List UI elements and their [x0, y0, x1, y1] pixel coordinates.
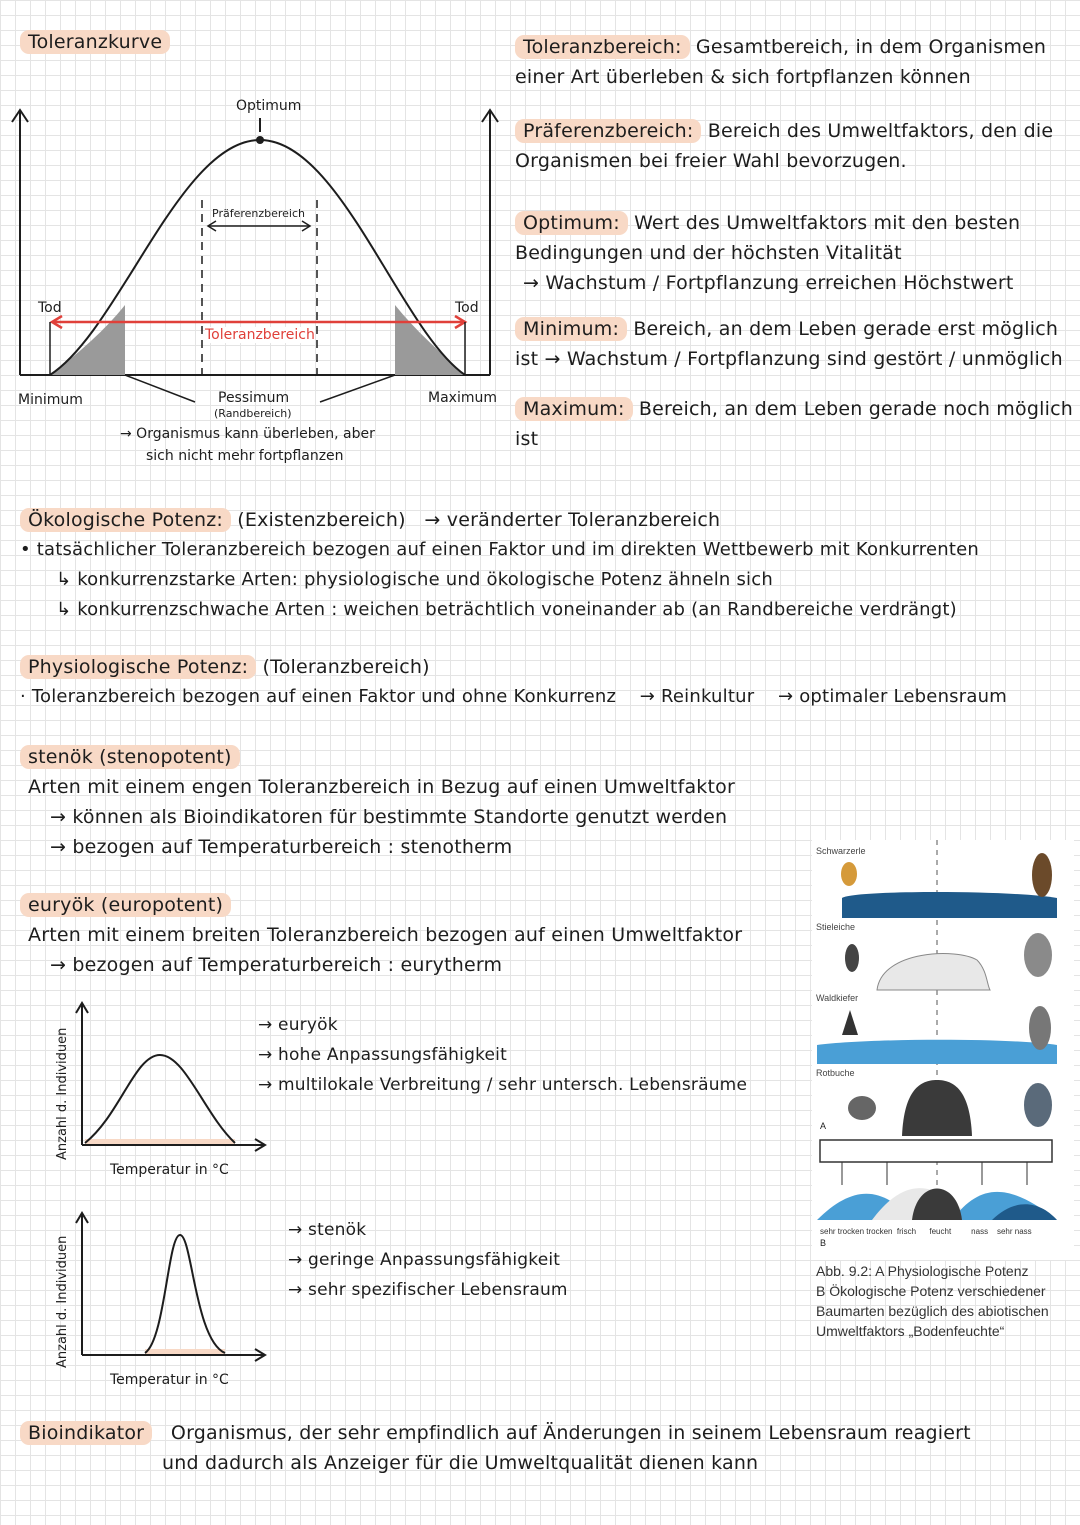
steno-notes: [288, 1215, 568, 1305]
steno-note-2: → geringe Anpassungsfähigkeit: [288, 1250, 561, 1270]
stieleiche-leaf-icon: [845, 944, 859, 972]
label-toleranzbereich: Toleranzbereich: [205, 327, 315, 343]
label-pessimum-sub: (Randbereich): [214, 407, 292, 420]
eury-note-3: → multilokale Verbreitung / sehr untersch. Lebensräume: [258, 1075, 748, 1095]
section-physiologische-potenz: [20, 652, 1075, 712]
def-optimum-2: Bedingungen und der höchsten Vitalität: [515, 242, 902, 264]
tree-label-waldkiefer: Waldkiefer: [816, 993, 859, 1003]
figure-b-box: [820, 1140, 1052, 1162]
physiologische-note-1: → Reinkultur: [639, 686, 755, 707]
rotbuche-tree-icon: [1024, 1083, 1052, 1127]
physiologische-paren: (Toleranzbereich): [262, 656, 430, 678]
figure-bodenfeuchte: [812, 840, 1074, 1260]
figure-caption-1: Abb. 9.2: A Physiologische Potenz: [816, 1263, 1029, 1279]
def-maximum-1: Bereich, an dem Leben gerade noch möglich: [638, 398, 1073, 420]
euryoek-line-2: → bezogen auf Temperaturbereich : eurytherm: [50, 954, 503, 976]
oekologische-line-1: • tatsächlicher Toleranzbereich bezogen auf einen Faktor und im direkten Wettbewerb mit Konkurrenten: [20, 539, 979, 560]
physiologische-line-1: · Toleranzbereich bezogen auf einen Faktor und ohne Konkurrenz: [20, 686, 617, 707]
oekologische-arrow-note: → veränderter Toleranzbereich: [424, 509, 721, 531]
bioindikator-line-1: Organismus, der sehr empfindlich auf Änderungen in seinem Lebensraum reagiert: [170, 1422, 971, 1444]
stenoek-line-3: → bezogen auf Temperaturbereich : stenotherm: [50, 836, 513, 858]
tree-label-schwarzerle: Schwarzerle: [816, 846, 866, 856]
steno-note-3: → sehr spezifischer Lebensraum: [288, 1280, 568, 1300]
graph-stenotherm: [60, 1205, 280, 1375]
figure-caption: [816, 1261, 1076, 1341]
bioindikator-line-2: und dadurch als Anzeiger für die Umweltqualität dienen kann: [162, 1452, 759, 1474]
label-tod-right: Tod: [455, 300, 479, 316]
eurytherm-curve: [85, 1055, 235, 1143]
term-optimum: Optimum:: [515, 211, 628, 235]
schwarzerle-leaf-icon: [841, 862, 857, 886]
term-oekologische-potenz: Ökologische Potenz:: [20, 508, 231, 532]
def-toleranzbereich-2: einer Art überleben & sich fortpflanzen können: [515, 66, 971, 88]
label-optimum: Optimum: [236, 98, 302, 114]
term-euryoek: euryök (europotent): [20, 893, 231, 917]
label-minimum: Minimum: [18, 392, 83, 408]
def-praeferenzbereich-2: Organismen bei freier Wahl bevorzugen.: [515, 150, 907, 172]
stenoek-line-2: → können als Bioindikatoren für bestimmte Standorte genutzt werden: [50, 806, 728, 828]
steno-xlabel: Temperatur in °C: [110, 1372, 229, 1388]
euryoek-line-1: Arten mit einem breiten Toleranzbereich bezogen auf einen Umweltfaktor: [28, 924, 743, 946]
def-praeferenzbereich-1: Bereich des Umweltfaktors, den die: [707, 120, 1054, 142]
eury-notes: [258, 1010, 747, 1100]
eury-note-2: → hohe Anpassungsfähigkeit: [258, 1045, 507, 1065]
steno-note-1: → stenök: [288, 1220, 367, 1240]
def-minimum-2: ist → Wachstum / Fortpflanzung sind gestört / unmöglich: [515, 348, 1063, 370]
rotbuche-leaf-icon: [848, 1096, 876, 1120]
figure-caption-3: Baumarten bezüglich des abiotischen: [816, 1303, 1049, 1319]
pessimum-note-1: → Organismus kann überleben, aber: [120, 426, 375, 442]
stenotherm-curve: [145, 1235, 225, 1353]
tree-label-stieleiche: Stieleiche: [816, 922, 856, 932]
eury-note-1: → euryök: [258, 1015, 338, 1035]
def-optimum-3: → Wachstum / Fortpflanzung erreichen Höchstwert: [523, 272, 1014, 294]
optimum-point: [256, 136, 264, 144]
def-optimum-1: Wert des Umweltfaktors mit den besten: [634, 212, 1021, 234]
label-pessimum: Pessimum: [218, 390, 290, 406]
section-oekologische-potenz: [20, 505, 1075, 625]
pessimum-note-2: sich nicht mehr fortpflanzen: [146, 448, 344, 464]
figure-label-b: B: [820, 1238, 827, 1248]
section-title-toleranzkurve: Toleranzkurve: [20, 30, 170, 54]
term-toleranzbereich: Toleranzbereich:: [515, 35, 690, 59]
section-bioindikator: [20, 1418, 1075, 1478]
figure-caption-2: B Ökologische Potenz verschiedener: [816, 1283, 1046, 1299]
waldkiefer-band: [817, 1040, 1057, 1064]
term-praeferenzbereich: Präferenzbereich:: [515, 119, 701, 143]
section-euryoek: [20, 890, 820, 980]
schwarzerle-tree-icon: [1032, 853, 1052, 897]
figure-label-a: A: [820, 1121, 827, 1131]
def-minimum-1: Bereich, an dem Leben gerade erst möglich: [633, 318, 1059, 340]
section-stenoek: [20, 742, 820, 862]
def-maximum-2: ist: [515, 428, 539, 450]
label-praeferenzbereich: Präferenzbereich: [212, 207, 306, 220]
steno-ylabel: Anzahl d. Individuen: [55, 1235, 70, 1368]
eury-ylabel: Anzahl d. Individuen: [55, 1027, 70, 1160]
eury-xlabel: Temperatur in °C: [110, 1162, 229, 1178]
term-bioindikator: Bioindikator: [20, 1421, 152, 1445]
term-minimum: Minimum:: [515, 317, 627, 341]
def-toleranzbereich-1: Gesamtbereich, in dem Organismen: [695, 36, 1047, 58]
oekologische-line-3: ↳ konkurrenzschwache Arten : weichen beträchtlich voneinander ab (an Randbereiche verdrängt): [56, 599, 957, 620]
oekologische-paren: (Existenzbereich): [237, 509, 406, 531]
oekologische-line-2: ↳ konkurrenzstarke Arten: physiologische und ökologische Potenz ähneln sich: [56, 569, 773, 590]
figure-scale-labels: sehr trocken trocken frisch feucht nass sehr nass: [820, 1227, 1032, 1236]
label-tod-left: Tod: [38, 300, 62, 316]
waldkiefer-tree-icon: [1029, 1006, 1051, 1050]
stieleiche-tree-icon: [1024, 933, 1052, 977]
term-stenoek: stenök (stenopotent): [20, 745, 240, 769]
schwarzerle-band: [842, 892, 1057, 918]
term-physiologische-potenz: Physiologische Potenz:: [20, 655, 256, 679]
stenoek-line-1: Arten mit einem engen Toleranzbereich in Bezug auf einen Umweltfaktor: [28, 776, 735, 798]
tree-label-rotbuche: Rotbuche: [816, 1068, 855, 1078]
term-maximum: Maximum:: [515, 397, 633, 421]
label-maximum: Maximum: [428, 390, 497, 406]
physiologische-note-2: → optimaler Lebensraum: [778, 686, 1007, 707]
figure-caption-4: Umweltfaktors „Bodenfeuchte“: [816, 1323, 1005, 1339]
definitions-list: [515, 32, 1075, 454]
graph-eurytherm: [60, 995, 280, 1165]
